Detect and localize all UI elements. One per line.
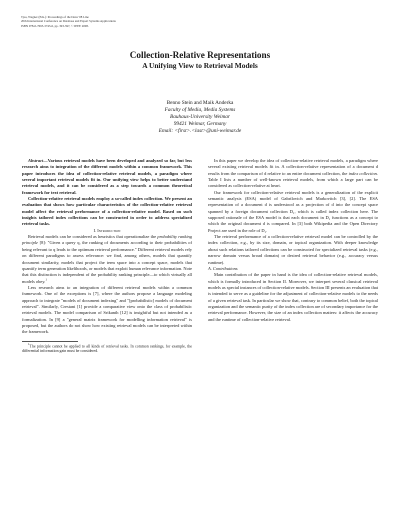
abstract-label: Abstract [28, 158, 44, 163]
intro-text: [8]: "Given a query q, the ranking of documents according to their probabilities of being relevant to q leads to the optimum retrieval performance." Different retrieval models rely on different paradigms to assess relevance: we find, among others, models that quantify document similarity, models that project the term space into a concept space, models that quantify term generation likelihoods, or models that exploit human relevance information. Note that this distinction is independent of the probability ranking principle—to which virtually all models obey. [22, 240, 192, 284]
author-email: Email: <first>.<last>@uni-weimar.de [158, 127, 242, 134]
body-paragraph-3: The retrieval performance of a collection-relative retrieval model can be controlled by the index collection, e.g., by its size, domain, or topical organization. With deeper knowledge about such relations tailored collections can be constructed for specialized retrieval tasks (e.g., narrow domain versus broad domain) or desired retrieval behavior (e.g., accuracy versus runtime). [208, 234, 378, 265]
paper-title: Collection-Relative Representations [129, 50, 271, 60]
author-faculty: Faculty of Media, Media Systems [164, 106, 236, 113]
intro-text: Retrieval models can be considered as heuristics that operationalize the [28, 234, 158, 240]
footnote-text: The principle cannot be applied to all kinds of retrieval tasks. In common rankings, for example, the differential information gain must be considered. [22, 343, 192, 354]
paper-subtitle: A Unifying View to Retrieval Models [142, 61, 258, 70]
body-paragraph-1 [208, 158, 378, 190]
footnote [22, 341, 192, 355]
body-text: . Table I lists a number of well-known retrieval models, from which a large part can be considered as collection-relative at heart. [208, 170, 379, 189]
body-emphasis: index collection [348, 170, 377, 176]
body-paragraph-4: Main contribution of the paper in hand is the idea of collection-relative retrieval models, which is formally introduced in Section II. Moreover, we interpret several classical retrieval models as special instances of collection-relative models. Section III presents an evaluation that is intended to serve as a guideline for the adjustment of collection-relative models to the needs of a given retrieval task. In particular we show that, contrary to common belief, both the topical organization and the semantic purity of the index collection are of secondary importance for the retrieval performance. However, the size of an index collection matters: it affects the accuracy and the runtime of collection-relative retrieval. [208, 272, 378, 322]
abstract-text-2: Collection-relative retrieval models employ a so-called index collection. We present an evaluation that shows how particular characteristics of the collection-relative retrieval model affect the retrieval performance of a collection-relative model. Based on such insights tailored index collections can be constructed in order to address specialized retrieval tasks. [22, 196, 192, 227]
abstract [22, 158, 192, 228]
running-head [21, 15, 261, 28]
abstract-text: —Various retrieval models have been developed and analyzed so far, but less research aims to integration of the different models within a common framework. This paper introduces the idea of collection-relative retrieval models, a paradigm where several important retrieval models fit in. Our unifying view helps to better understand retrieval models, and it can be considered as a step towards a common theoretical framework for text retrieval. [22, 158, 192, 195]
author-block [0, 100, 400, 135]
footnote-rule [22, 341, 78, 342]
footnote-number: 1 [28, 341, 30, 346]
author-names: Benno Stein and Maik Anderka [166, 100, 234, 106]
running-head-line: 20th International Conference on Database and Expert Systems Applications [21, 19, 116, 24]
right-column [208, 158, 378, 323]
running-head-line: Tjoa, Wagner (Eds.): Proceedings of the Dexa '08 Line [21, 15, 89, 19]
intro-paragraph-2: Less research aims to an integration of different retrieval models within a common framework. One of the exceptions is [7], where the authors propose a language modeling approach to integrate "models of document indexing" and "[probabilistic] models of document retrieval". Similarly, Crestani [1] provide a comparative view onto the class of probabilistic retrieval models. The model comparison of Srikanth [12] is insightful but not intended as a formalization. In [9] a "general matrix framework for modelling information retrieval" is proposed, but the authors do not show how existing retrieval models can be interpreted within the framework. [22, 284, 192, 335]
body-text: In this paper we develop the idea of collection-relative retrieval models, a paradigm where several existing retrieval models fit in. A collection-relative representation of a document d results from the comparison of d relative to an entire document collection, the [208, 158, 378, 176]
author-university: Bauhaus-University Weimar [170, 113, 230, 120]
intro-paragraph-1 [22, 234, 192, 285]
subsection-heading-contributions: A. Contributions [208, 265, 238, 271]
intro-emphasis: probability ranking principle [22, 234, 192, 246]
body-paragraph-2: Our framework for collection-relative retrieval models is a generalization of the explicit semantic analysis (ESA) model of Gabrilovich and Markovitch [3], [2]. The ESA representation of a document d is understood as a projection of d into the concept space spanned by a foreign document collection D₁, which is called index collection here. The supposed rationale of the ESA model is that each document in D₁ functions as a concept to which the original document d is compared. In [3] both Wikipedia and the Open Directory Project are used in the role of D₁. [208, 189, 378, 233]
section-heading-introduction: I. Introduction [93, 227, 121, 233]
left-column [22, 158, 192, 355]
author-city: 99421 Weimar, Germany [173, 120, 227, 127]
running-head-line: ISBN 978-0-7695-3743-6, pp. 393-397, © IEEE 2008. [21, 23, 89, 28]
footnote-marker: 1 [45, 277, 47, 282]
